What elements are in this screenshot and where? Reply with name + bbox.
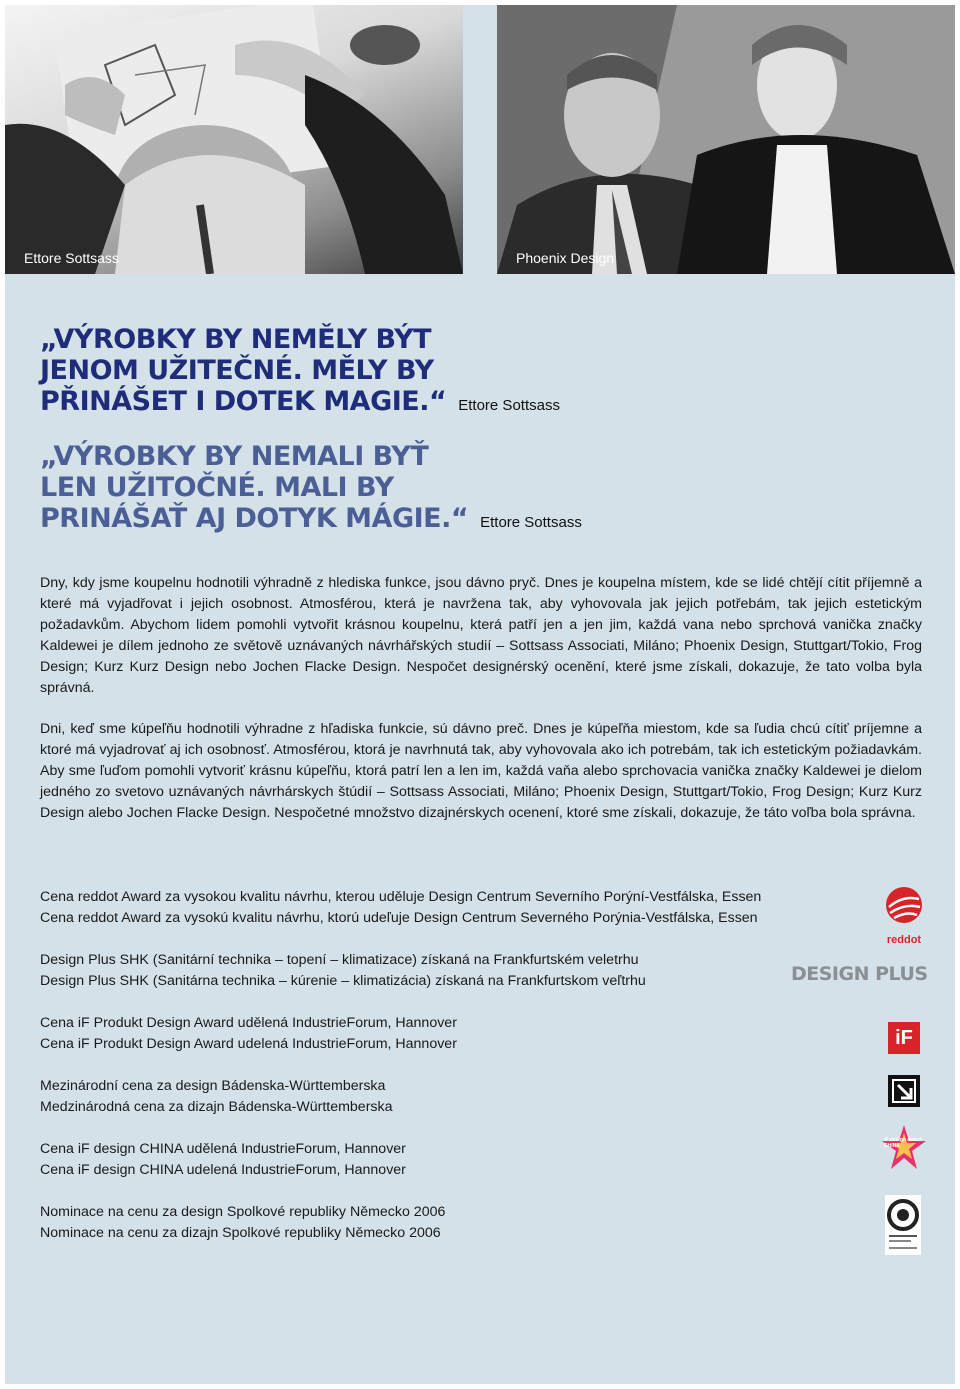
award-text-sk: Cena iF design CHINA udelená IndustrieForum, Hannover <box>40 1162 406 1178</box>
award-text-cz: Design Plus SHK (Sanitární technika – topení – klimatizace) získaná na Frankfurtském veletrhu <box>40 952 639 968</box>
photo-ettore-sottsass-image <box>5 5 463 274</box>
quote-sk-line-last <box>40 503 582 538</box>
quote-cz-line: JENOM UŽITEČNÉ. MĚLY BY <box>40 355 434 386</box>
quote-sk-line: LEN UŽITOČNÉ. MALI BY <box>40 472 394 503</box>
paragraph-sk: Dni, keď sme kúpeľňu hodnotili výhradne z hľadiska funkcie, sú dávno preč. Dnes je kúpeľňa miestom, kde sa ľudia chcú cítiť príjemne a ktoré má vyjadrovať aj ich osobnosť. Atmosférou, ktorá je navrhnutá tak, aby vyhovovala ako ich potrebám, tak ich estetickým požiadavkám. Aby sme ľuďom pomohli vytvoriť krásnu kúpeľňu, ktorá patrí len a len im, každá vaňa alebo sprchovacia vanička značky Kaldewei je dielom jedného zo svetovo uznávaných návrhárskych štúdií – Sottsass Associati, Miláno; Phoenix Design, Stuttgart/Tokio, Frog Design; Kurz Kurz Design alebo Jochen Flacke Design. Nespočetné množstvo dizajnérskych ocenení, ktoré sme získali, dokazuje, že táto voľba bola správna. <box>40 721 922 821</box>
photo-caption-left: Ettore Sottsass <box>24 250 119 266</box>
page <box>5 5 955 1384</box>
award-german-design-nomination <box>40 1202 820 1244</box>
arrow-square-icon <box>888 1075 920 1107</box>
award-text-sk: Cena iF Produkt Design Award udelená IndustrieForum, Hannover <box>40 1036 457 1052</box>
award-text-cz: Nominace na cenu za design Spolkové republiky Německo 2006 <box>40 1204 446 1220</box>
baden-wuerttemberg-logo <box>888 1075 920 1107</box>
award-text-sk: Cena reddot Award za vysokú kvalitu návrhu, ktorú udeľuje Design Centrum Severného Porýnia-Vestfálska, Essen <box>40 910 758 926</box>
quote-cz <box>40 324 560 421</box>
award-text-sk: Medzinárodná cena za dizajn Bádenska-Württemberska <box>40 1099 393 1115</box>
if-logo: iF <box>888 1022 920 1054</box>
award-if-china <box>40 1139 820 1181</box>
award-baden-wuerttemberg <box>40 1076 820 1118</box>
quote-sk-author: Ettore Sottsass <box>480 514 582 531</box>
award-design-plus <box>40 950 820 992</box>
awards-list <box>40 887 820 1265</box>
reddot-logo-text: reddot <box>886 934 922 946</box>
quote-cz-text: PŘINÁŠET I DOTEK MAGIE.“ <box>40 386 447 417</box>
award-text-sk: Nominace na cenu za dizajn Spolkové republiky Německo 2006 <box>40 1225 441 1241</box>
german-design-award-icon <box>885 1195 921 1255</box>
photo-ettore-sottsass <box>5 5 463 274</box>
award-text-cz: Cena iF Produkt Design Award udělená IndustrieForum, Hannover <box>40 1015 457 1031</box>
if-china-logo-text: iF design award CHINA <box>884 1137 922 1149</box>
reddot-logo <box>883 885 925 947</box>
paragraph-cz: Dny, kdy jsme koupelnu hodnotili výhradně z hlediska funkce, jsou dávno pryč. Dnes je koupelna místem, kde se lidé chtějí cítit příjemně a které má vyjadřovat i jejich osobnost. Atmosférou, která je navržena tak, aby vyhovovala jak jejich potřebám, tak jejich estetickým požadavkům. Abychom lidem pomohli vytvořit krásnou koupelnu, která patří jen a jen jim, každá vana nebo sprchová vanička značky Kaldewei je dílem jednoho ze světově uznávaných návrhářských studií – Sottsass Associati, Miláno; Phoenix Design, Stuttgart/Tokio, Frog Design; Kurz Kurz Design nebo Jochen Flacke Design. Nespočet designérský ocenění, které jsme získali, dokazuje, že tato volba byla správná. <box>40 575 922 696</box>
photo-phoenix-design <box>497 5 955 274</box>
award-text-cz: Cena reddot Award za vysokou kvalitu návrhu, kterou uděluje Design Centrum Severního Porýní-Vestfálska, Essen <box>40 889 762 905</box>
quote-cz-line: „VÝROBKY BY NEMĚLY BÝT <box>40 324 432 355</box>
if-china-logo <box>880 1123 928 1175</box>
quote-cz-author: Ettore Sottsass <box>458 397 560 414</box>
design-plus-logo: DESIGN PLUS <box>791 963 928 985</box>
quote-cz-line-last <box>40 386 560 421</box>
award-text-sk: Design Plus SHK (Sanitárna technika – kúrenie – klimatizácia) získaná na Frankfurtskom veľtrhu <box>40 973 646 989</box>
quote-sk <box>40 441 582 538</box>
quote-sk-line: „VÝROBKY BY NEMALI BYŤ <box>40 441 429 472</box>
award-reddot <box>40 887 820 929</box>
award-text-cz: Mezinárodní cena za design Bádenska-Württemberska <box>40 1078 386 1094</box>
photo-caption-right: Phoenix Design <box>516 250 615 266</box>
photo-phoenix-design-image <box>497 5 955 274</box>
german-design-award-logo <box>885 1195 921 1255</box>
award-if-product <box>40 1013 820 1055</box>
reddot-icon <box>883 885 925 925</box>
quote-sk-text: PRINÁŠAŤ AJ DOTYK MÁGIE.“ <box>40 503 469 534</box>
star-icon <box>880 1123 928 1175</box>
award-text-cz: Cena iF design CHINA udělená IndustrieForum, Hannover <box>40 1141 406 1157</box>
